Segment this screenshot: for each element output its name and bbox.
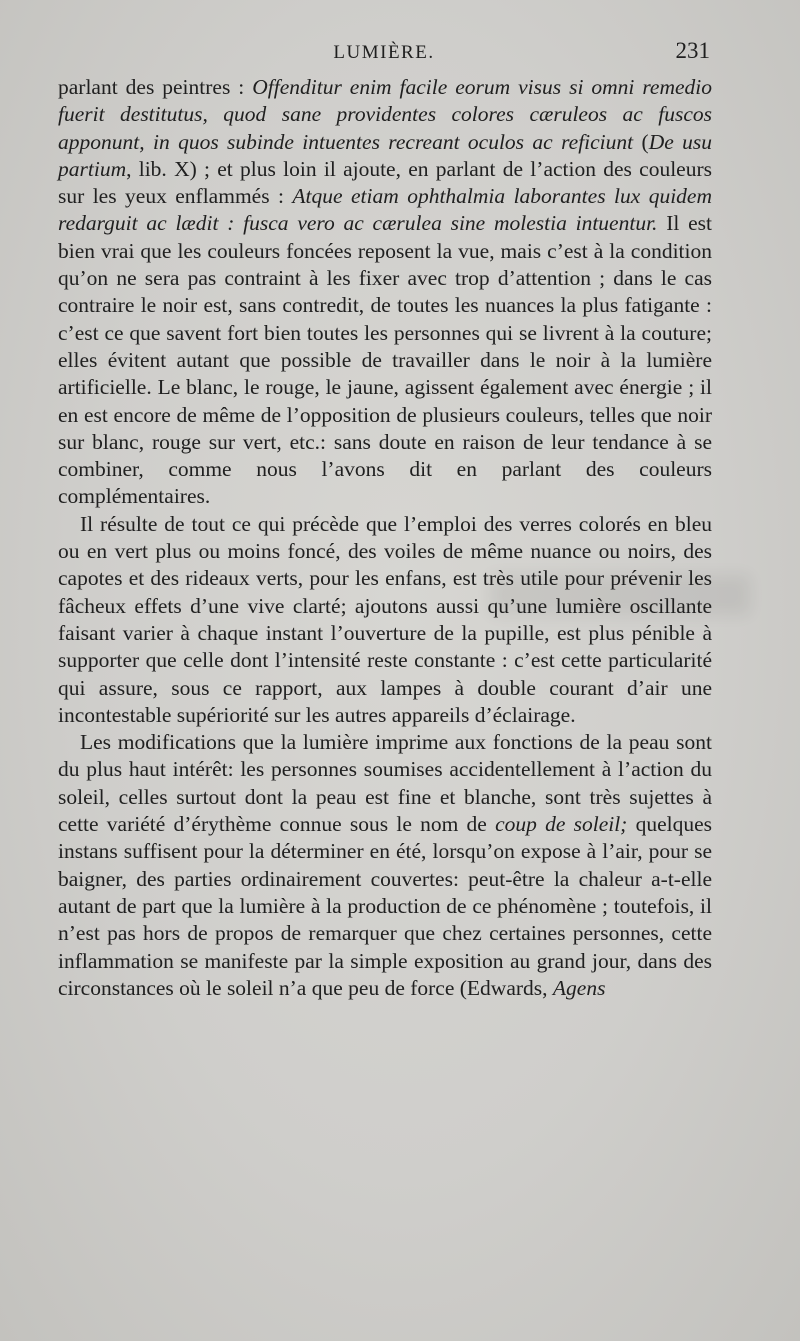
text-run: parlant des peintres : — [58, 75, 253, 99]
text-run: Il résulte de tout ce qui précède que l’emploi des verres colorés en bleu ou en vert plus ou moins foncé, des voiles de même nuance ou noirs, des capotes et des rideaux verts, pour les enfans, est très utile pour prévenir les fâcheux effets d’une vive clarté; ajoutons aussi qu’une lumière oscillante faisant varier à chaque instant l’ouverture de la pupille, est plus pénible à supporter que celle dont l’intensité reste constante : c’est cette particularité qui assure, sous ce rapport, aux lampes à double courant d’air une incontestable supériorité sur les autres appareils d’éclairage. — [58, 511, 712, 727]
text-run: Il est bien vrai que les couleurs foncées reposent la vue, mais c’est à la condition qu’on ne sera pas contraint à les fixer avec trop d’attention ; dans le cas contraire le noir est, sans contredit, de toutes les nuances la plus fatigante : c’est ce que savent fort bien toutes les personnes qui se livrent à la couture; elles évitent autant que possible de travailler dans le noir à la lumière artificielle. Le blanc, le rouge, le jaune, agissent également avec énergie ; il en est encore de même de l’opposition de plusieurs couleurs, telles que noir sur blanc, rouge sur vert, etc.: sans doute en raison de leur tendance à se combiner, comme nous l’avons dit en parlant des couleurs complémentaires. — [58, 211, 712, 509]
text-run: ( — [633, 129, 649, 154]
paragraph-2 — [58, 511, 712, 729]
latin-quotation: Atque etiam ophthalmia laborantes lux quidem redarguit ac lædit : fusca vero ac cærulea sine molestia intuentur. — [58, 184, 712, 236]
text-run: quelques instans suffisent pour la déterminer en été, lorsqu’on expose à l’air, pour se baigner, des parties ordinairement couvertes: peut-être la chaleur a-t-elle autant de part que la lumière à la production de ce phénomène ; toutefois, il n’est pas hors de propos de remarquer que chez certaines personnes, cette inflammation se manifeste par la simple exposition au grand jour, dans des circonstances où le soleil n’a que peu de force (Edwards, — [58, 812, 712, 1000]
emphasized-term: coup de soleil; — [495, 812, 628, 837]
body-text — [58, 74, 712, 1002]
latin-quotation: Offenditur enim facile eorum visus si omni remedio fuerit destitutus, quod sane providentes colores cæruleos ac fuscos apponunt, in quos subinde intuentes recreant oculos ac reficiunt — [58, 75, 713, 154]
paragraph-1 — [58, 74, 712, 511]
cited-work-title: Agens — [552, 975, 606, 1000]
page-number: 231 — [675, 38, 710, 63]
text-run: Les modifications que la lumière imprime aux fonctions de la peau sont du plus haut intérêt: les personnes soumises accidentellement à l’action du soleil, celles surtout dont la peau est fine et blanche, sont très sujettes à cette variété d’érythème connue sous le nom de — [58, 730, 712, 837]
page-header — [58, 38, 710, 68]
cited-work-title: De usu partium — [58, 129, 712, 181]
paragraph-3 — [58, 729, 712, 1002]
running-head: LUMIÈRE. — [333, 42, 435, 63]
text-run: , lib. X) ; et plus loin il ajoute, en parlant de l’action des couleurs sur les yeux enflammés : — [58, 156, 712, 209]
